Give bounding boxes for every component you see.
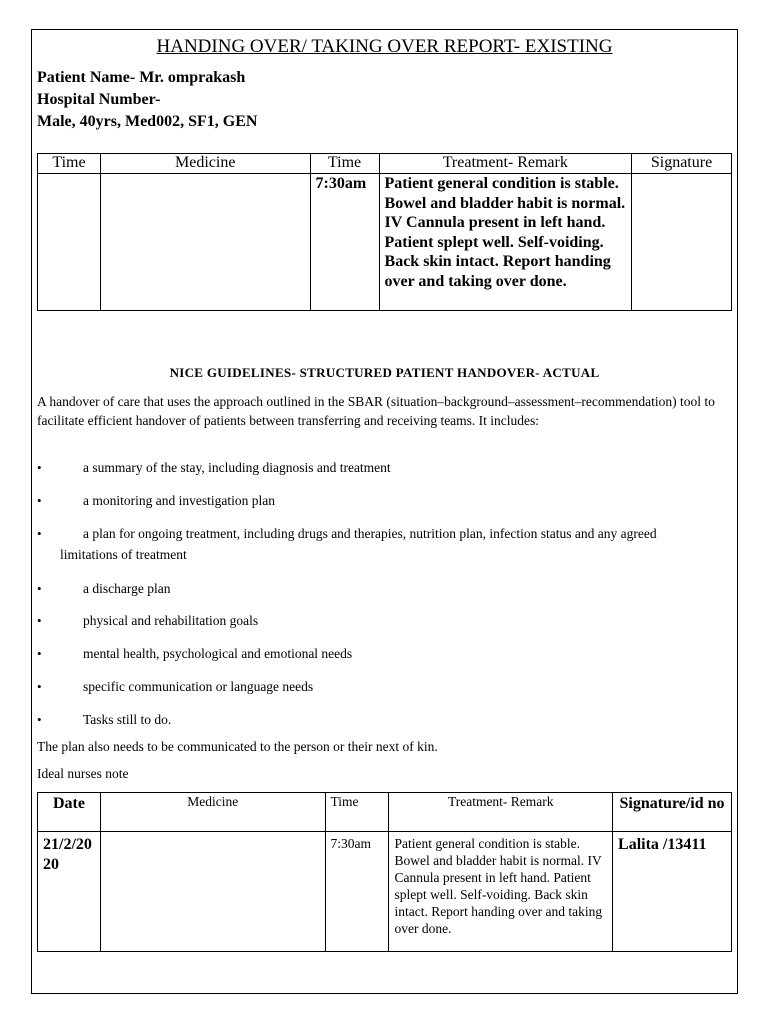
list-item (37, 523, 717, 565)
cell-signature (632, 174, 732, 311)
header-time: Time (38, 154, 101, 174)
ideal-nurses-note-label: Ideal nurses note (37, 766, 129, 781)
sbar-intro-paragraph: A handover of care that uses the approach outlined in the SBAR (situation–background–assessment–recommendation) tool to facilitate efficient handover of patients between transferring and receiving teams. It includes: (37, 394, 715, 428)
cell-remark: Patient general condition is stable. Bowel and bladder habit is normal. IV Cannula present in left hand. Patient splept well. Self-voiding. Back skin intact. Report handing over and taking over done. (379, 174, 632, 311)
cell-remark: Patient general condition is stable. Bowel and bladder habit is normal. IV Cannula present in left hand. Patient splept well. Self-voiding. Back skin intact. Report handing over and taking over done. (389, 832, 613, 952)
list-item-text: a plan for ongoing treatment, including drugs and therapies, nutrition plan, infection status and any agreed limitations of treatment (60, 526, 657, 562)
bullet-marker: • (37, 493, 42, 508)
bullet-marker: • (37, 526, 42, 541)
table-header-row (38, 793, 732, 832)
header-medicine: Medicine (100, 154, 310, 174)
cell-time: 7:30am (325, 832, 389, 952)
list-item (37, 578, 717, 599)
list-item-text: a summary of the stay, including diagnosis and treatment (83, 460, 391, 475)
header-time-2: Time (310, 154, 379, 174)
header-medicine: Medicine (100, 793, 325, 832)
cell-medicine (100, 832, 325, 952)
list-item (37, 490, 717, 511)
patient-name: Patient Name- Mr. omprakash (37, 69, 246, 86)
list-item-text: mental health, psychological and emotional needs (83, 646, 353, 661)
list-item (37, 457, 717, 478)
cell-signature: Lalita /13411 (613, 832, 732, 952)
header-time: Time (325, 793, 389, 832)
bullet-marker: • (37, 460, 42, 475)
cell-time (38, 174, 101, 311)
hospital-number: Hospital Number- (37, 91, 161, 108)
header-date: Date (38, 793, 101, 832)
bullet-marker: • (37, 679, 42, 694)
existing-report-table (37, 153, 732, 311)
list-item-text: Tasks still to do. (83, 712, 172, 727)
bullet-marker: • (37, 581, 42, 596)
bullet-marker: • (37, 613, 42, 628)
ideal-nurses-note-table (37, 792, 732, 952)
plan-communication-note: The plan also needs to be communicated to the person or their next of kin. (37, 739, 438, 754)
table-row (38, 174, 732, 311)
cell-date: 21/2/2020 (38, 832, 101, 952)
list-item-text: a discharge plan (83, 581, 171, 596)
header-signature-id: Signature/id no (613, 793, 732, 832)
table-header-row (38, 154, 732, 174)
list-item-text: physical and rehabilitation goals (83, 613, 259, 628)
header-signature: Signature (632, 154, 732, 174)
list-item (37, 643, 717, 664)
list-item (37, 709, 717, 730)
cell-medicine (100, 174, 310, 311)
header-treatment-remark: Treatment- Remark (389, 793, 613, 832)
report-title: HANDING OVER/ TAKING OVER REPORT- EXISTING (156, 36, 613, 57)
cell-time-2: 7:30am (310, 174, 379, 311)
patient-details: Male, 40yrs, Med002, SF1, GEN (37, 113, 258, 130)
bullet-marker: • (37, 646, 42, 661)
list-item (37, 676, 717, 697)
bullet-marker: • (37, 712, 42, 727)
table-row (38, 832, 732, 952)
header-treatment-remark: Treatment- Remark (379, 154, 632, 174)
list-item-text: a monitoring and investigation plan (83, 493, 275, 508)
nice-guidelines-heading: NICE GUIDELINES- STRUCTURED PATIENT HANDOVER- ACTUAL (169, 365, 600, 380)
list-item (37, 610, 717, 631)
list-item-text: specific communication or language needs (83, 679, 314, 694)
